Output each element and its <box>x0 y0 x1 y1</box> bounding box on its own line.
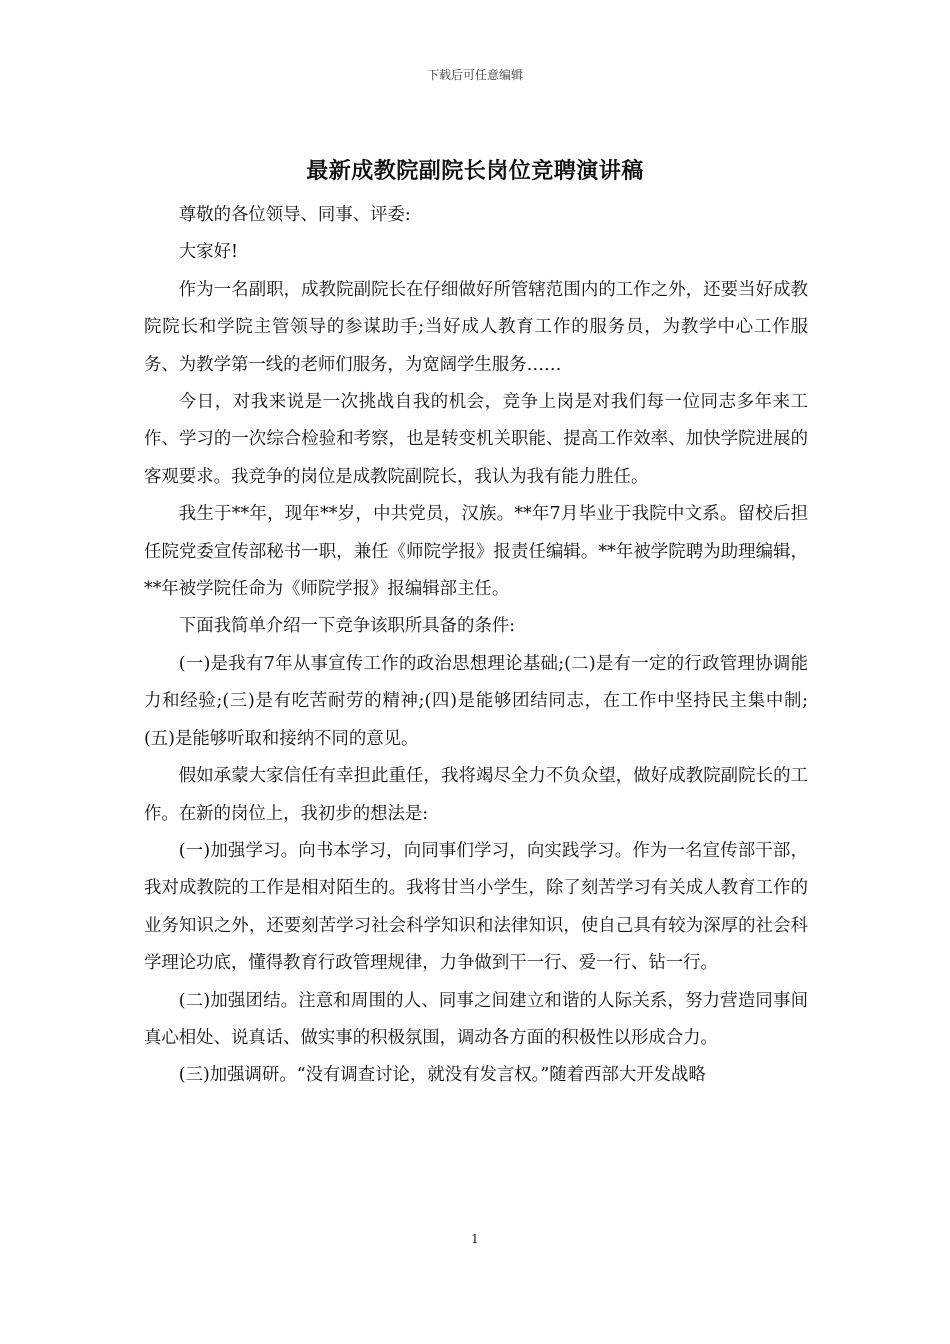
paragraph: 下面我简单介绍一下竞争该职所具备的条件: <box>178 616 516 637</box>
page-number: 1 <box>471 1232 479 1246</box>
paragraph: (三)加强调研。“没有调查讨论，就没有发言权。”随着西部大开发战略 <box>178 1065 706 1086</box>
paragraph-salutation: 尊敬的各位领导、同事、评委: <box>178 205 411 225</box>
paragraph: 我生于**年，现年**岁，中共党员，汉族。**年7月毕业于我院中文系。留校后担任院党委宣传部秘书一职，兼任《师院学报》报责任编辑。**年被学院聘为助理编辑，**年被学院任命为《师院学报》报编辑部主任。 <box>144 504 808 600</box>
document-body <box>144 197 808 1095</box>
paragraph: (一)加强学习。向书本学习，向同事们学习，向实践学习。作为一名宣传部干部，我对成教院的工作是相对陌生的。我将甘当小学生，除了刻苦学习有关成人教育工作的业务知识之外，还要刻苦学习社会科学知识和法律知识，使自己具有较为深厚的社会科学理论功底，懂得教育行政管理规律，力争做到干一行、爱一行、钻一行。 <box>144 840 808 974</box>
paragraph-greeting: 大家好! <box>178 242 238 263</box>
document-title: 最新成教院副院长岗位竞聘演讲稿 <box>306 158 644 184</box>
paragraph: 作为一名副职，成教院副院长在仔细做好所管辖范围内的工作之外，还要当好成教院院长和学院主管领导的参谋助手;当好成人教育工作的服务员，为教学中心工作服务、为教学第一线的老师们服务，为宽阔学生服务…… <box>144 279 808 375</box>
paragraph: 今日，对我来说是一次挑战自我的机会，竞争上岗是对我们每一位同志多年来工作、学习的一次综合检验和考察，也是转变机关职能、提高工作效率、加快学院进展的客观要求。我竞争的岗位是成教院副院长，我认为我有能力胜任。 <box>144 392 808 487</box>
paragraph: (一)是我有7年从事宣传工作的政治思想理论基础;(二)是有一定的行政管理协调能力和经验;(三)是有吃苦耐劳的精神;(四)是能够团结同志，在工作中坚持民主集中制;(五)是能够听取和接纳不同的意见。 <box>144 653 808 749</box>
page-header-note: 下载后可任意编辑 <box>426 68 523 82</box>
paragraph: 假如承蒙大家信任有幸担此重任，我将竭尽全力不负众望，做好成教院副院长的工作。在新的岗位上，我初步的想法是: <box>144 766 808 824</box>
paragraph: (二)加强团结。注意和周围的人、同事之间建立和谐的人际关系，努力营造同事间真心相处、说真话、做实事的积极氛围，调动各方面的积极性以形成合力。 <box>144 990 808 1048</box>
